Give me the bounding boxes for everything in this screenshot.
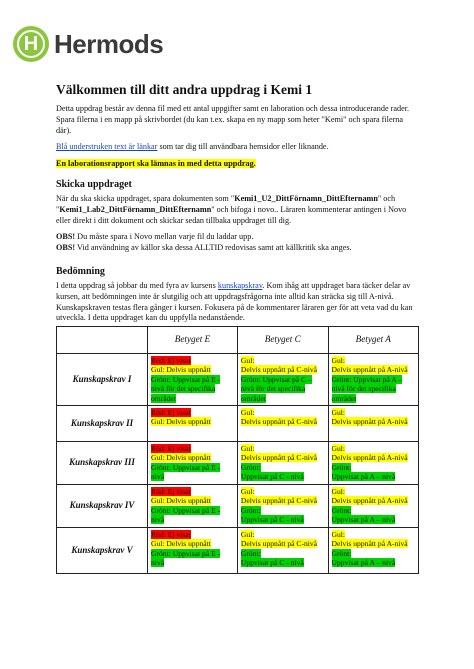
lab-report-notice-text: En laborationsrapport ska lämnas in med detta uppdrag. [56, 159, 256, 169]
send-text-c: " och bifoga i novo.. Läraren kommenterar antingen i Novo eller direkt i ditt dokument och skickar sedan tillbaka uppdraget till dig. [56, 204, 407, 225]
grading-text-b: . Kom ihåg att uppdraget bara täcker delar av kursen, att bedömningen inte är slutgilig och att uppdragsfrågorna inte alltid kan sträcka sig till A-nivå. Kunskapskraven testas flera gånger i kursen. Fokusera på de kommentarer läraren ger för att veta vad du kan utveckla. I detta uppdraget kan du uppfylla nedanstående. [56, 280, 413, 323]
grade-cell-a [328, 485, 418, 528]
grade-status-yellow: Delvis uppnått på A-nivå [331, 417, 408, 427]
table-header-empty [57, 327, 148, 354]
obs-paragraph [56, 232, 420, 254]
table-header-e: Betyget E [148, 327, 238, 354]
grade-status-yellow: Delvis uppnått på C-nivå [240, 417, 318, 427]
grade-status-red: Röd: Ej visat [151, 408, 191, 418]
grading-paragraph [56, 281, 420, 324]
grade-status-green: Grönt: [331, 505, 352, 515]
grade-status-yellow: Gul: [240, 356, 255, 365]
filename-task: Kemi1_U2_DittFörnamn_DittEfternamn [234, 193, 378, 203]
grade-status-yellow: Gul: [240, 487, 255, 497]
hermods-logo [13, 26, 163, 62]
grade-status-yellow: Delvis uppnått på C-nivå [240, 365, 318, 375]
obs-label-1: OBS! [56, 232, 76, 242]
table-row-label: Kunskapskrav I [57, 354, 148, 406]
grade-status-yellow: Delvis uppnått på C-nivå [240, 496, 318, 506]
grade-status-green: Grönt: [240, 548, 261, 558]
grading-table-body [57, 354, 419, 574]
grade-status-red: Röd: Ej visat [151, 356, 191, 365]
send-paragraph [56, 194, 420, 226]
kunskapskrav-link[interactable]: kunskapskrav [217, 280, 263, 290]
table-row [57, 406, 419, 442]
grade-status-yellow: Gul: Delvis uppnått [151, 417, 211, 427]
send-text-a: När du ska skicka uppdraget, spara dokumenten som " [56, 193, 235, 203]
grade-status-yellow: Gul: [331, 444, 346, 454]
grade-status-yellow: Gul: Delvis uppnått [151, 365, 211, 375]
grade-status-yellow: Gul: Delvis uppnått [151, 496, 211, 506]
grade-status-yellow: Gul: [240, 444, 255, 454]
grade-status-yellow: Gul: [331, 356, 346, 365]
grade-status-yellow: Gul: [331, 487, 346, 497]
obs-text-2: Vid användning av källor ska dessa ALLTID redovisas samt att källkritik ska anges. [75, 243, 352, 253]
grade-status-green: Uppvisat på A – nivå [331, 515, 396, 525]
send-heading: Skicka uppdraget [56, 178, 132, 190]
intro-paragraph: Detta uppdrag består av denna fil med ett antal uppgifter samt en laboration och dessa introducerande rader. Spara filerna i en mapp på skrivbordet (du kan t.ex. skapa en ny mapp som heter "Kemi" och spara filerna där). [56, 104, 410, 135]
table-header-c: Betyget C [237, 327, 328, 354]
grade-status-red: Röd: Ej visat [151, 444, 191, 454]
table-row-label: Kunskapskrav II [57, 406, 148, 442]
grade-status-green: Uppvisat på C - nivå [240, 472, 304, 482]
grade-status-green: Grönt: [240, 505, 261, 515]
grade-status-green: Grönt: Uppvisat på C – nivå för det specifika området [240, 374, 312, 403]
table-row [57, 485, 419, 528]
grading-text-a: I detta uppdrag så jobbar du med fyra av kursens [56, 280, 218, 290]
grade-cell-e [148, 406, 238, 442]
obs-label-2: OBS! [56, 243, 76, 253]
grade-cell-a [328, 406, 418, 442]
grade-status-green: Grönt: [331, 548, 352, 558]
grade-status-red: Röd: Ej visat [151, 530, 191, 540]
grade-cell-e [148, 354, 238, 406]
table-header-a: Betyget A [328, 327, 418, 354]
filename-lab: Kemi1_Lab2_DittFörnamn_DittEfternamn [59, 204, 212, 214]
grade-cell-c [237, 406, 328, 442]
grade-status-yellow: Gul: Delvis uppnått [151, 539, 211, 549]
table-row [57, 442, 419, 485]
example-link[interactable]: Blå understruken text är länkar [56, 142, 158, 152]
grade-status-yellow: Delvis uppnått på A-nivå [331, 453, 408, 463]
grade-status-green: Grönt: [331, 462, 352, 472]
obs-text-1: Du måste spara i Novo mellan varje fil du laddar upp. [75, 232, 254, 242]
grade-cell-c [237, 354, 328, 406]
grade-status-green: Uppvisat på C - nivå [240, 558, 304, 568]
grade-status-green: Grönt: Uppvisat på E - nivå [151, 548, 221, 568]
link-paragraph [56, 142, 420, 153]
send-text-b: " och " [56, 193, 396, 214]
table-row-label: Kunskapskrav IV [57, 485, 148, 528]
table-row [57, 528, 419, 574]
grade-status-yellow: Delvis uppnått på A-nivå [331, 496, 408, 506]
grading-table-header-row [57, 327, 419, 354]
grade-status-green: Grönt: [240, 462, 261, 472]
grade-status-yellow: Gul: [240, 530, 255, 540]
document-body [56, 82, 420, 330]
grade-status-yellow: Gul: [331, 530, 346, 540]
grade-status-yellow: Gul: Delvis uppnått [151, 453, 211, 463]
grade-status-yellow: Delvis uppnått på C-nivå [240, 539, 318, 549]
grade-status-green: Grönt: Uppvisat på A – nivå för det specifika området [331, 374, 402, 403]
grade-cell-c [237, 485, 328, 528]
grade-cell-e [148, 442, 238, 485]
grade-status-green: Uppvisat på A – nivå [331, 472, 396, 482]
grade-cell-e [148, 485, 238, 528]
grade-status-green: Uppvisat på C - nivå [240, 515, 304, 525]
grade-status-green: Grönt: Uppvisat på E - nivå för det specifika området [151, 374, 221, 403]
grading-table [56, 326, 419, 574]
grade-cell-c [237, 442, 328, 485]
grade-status-green: Grönt: Uppvisat på E - nivå [151, 505, 221, 525]
page-title: Välkommen till ditt andra uppdrag i Kemi 1 [56, 82, 313, 97]
lab-report-notice [56, 159, 420, 170]
logo-mark-letter: H [23, 33, 39, 55]
grade-cell-a [328, 354, 418, 406]
grade-cell-a [328, 528, 418, 574]
grade-status-green: Grönt: Uppvisat på E - nivå [151, 462, 221, 482]
grade-status-yellow: Delvis uppnått på A-nivå [331, 539, 408, 549]
grade-status-yellow: Gul: [331, 408, 346, 418]
grading-heading: Bedömning [56, 265, 105, 277]
grade-status-green: Uppvisat på A – nivå [331, 558, 396, 568]
table-row-label: Kunskapskrav III [57, 442, 148, 485]
grade-status-yellow: Delvis uppnått på C-nivå [240, 453, 318, 463]
grade-cell-e [148, 528, 238, 574]
logo-text: Hermods [54, 28, 164, 59]
link-paragraph-rest: som tar dig till användbara hemsidor eller liknande. [157, 142, 329, 152]
logo-mark-icon [13, 26, 49, 62]
grade-status-red: Röd: Ej visat [151, 487, 191, 497]
table-row-label: Kunskapskrav V [57, 528, 148, 574]
grade-cell-a [328, 442, 418, 485]
grade-cell-c [237, 528, 328, 574]
table-row [57, 354, 419, 406]
grade-status-yellow: Gul: [240, 408, 255, 418]
grade-status-yellow: Delvis uppnått på A-nivå [331, 365, 408, 375]
